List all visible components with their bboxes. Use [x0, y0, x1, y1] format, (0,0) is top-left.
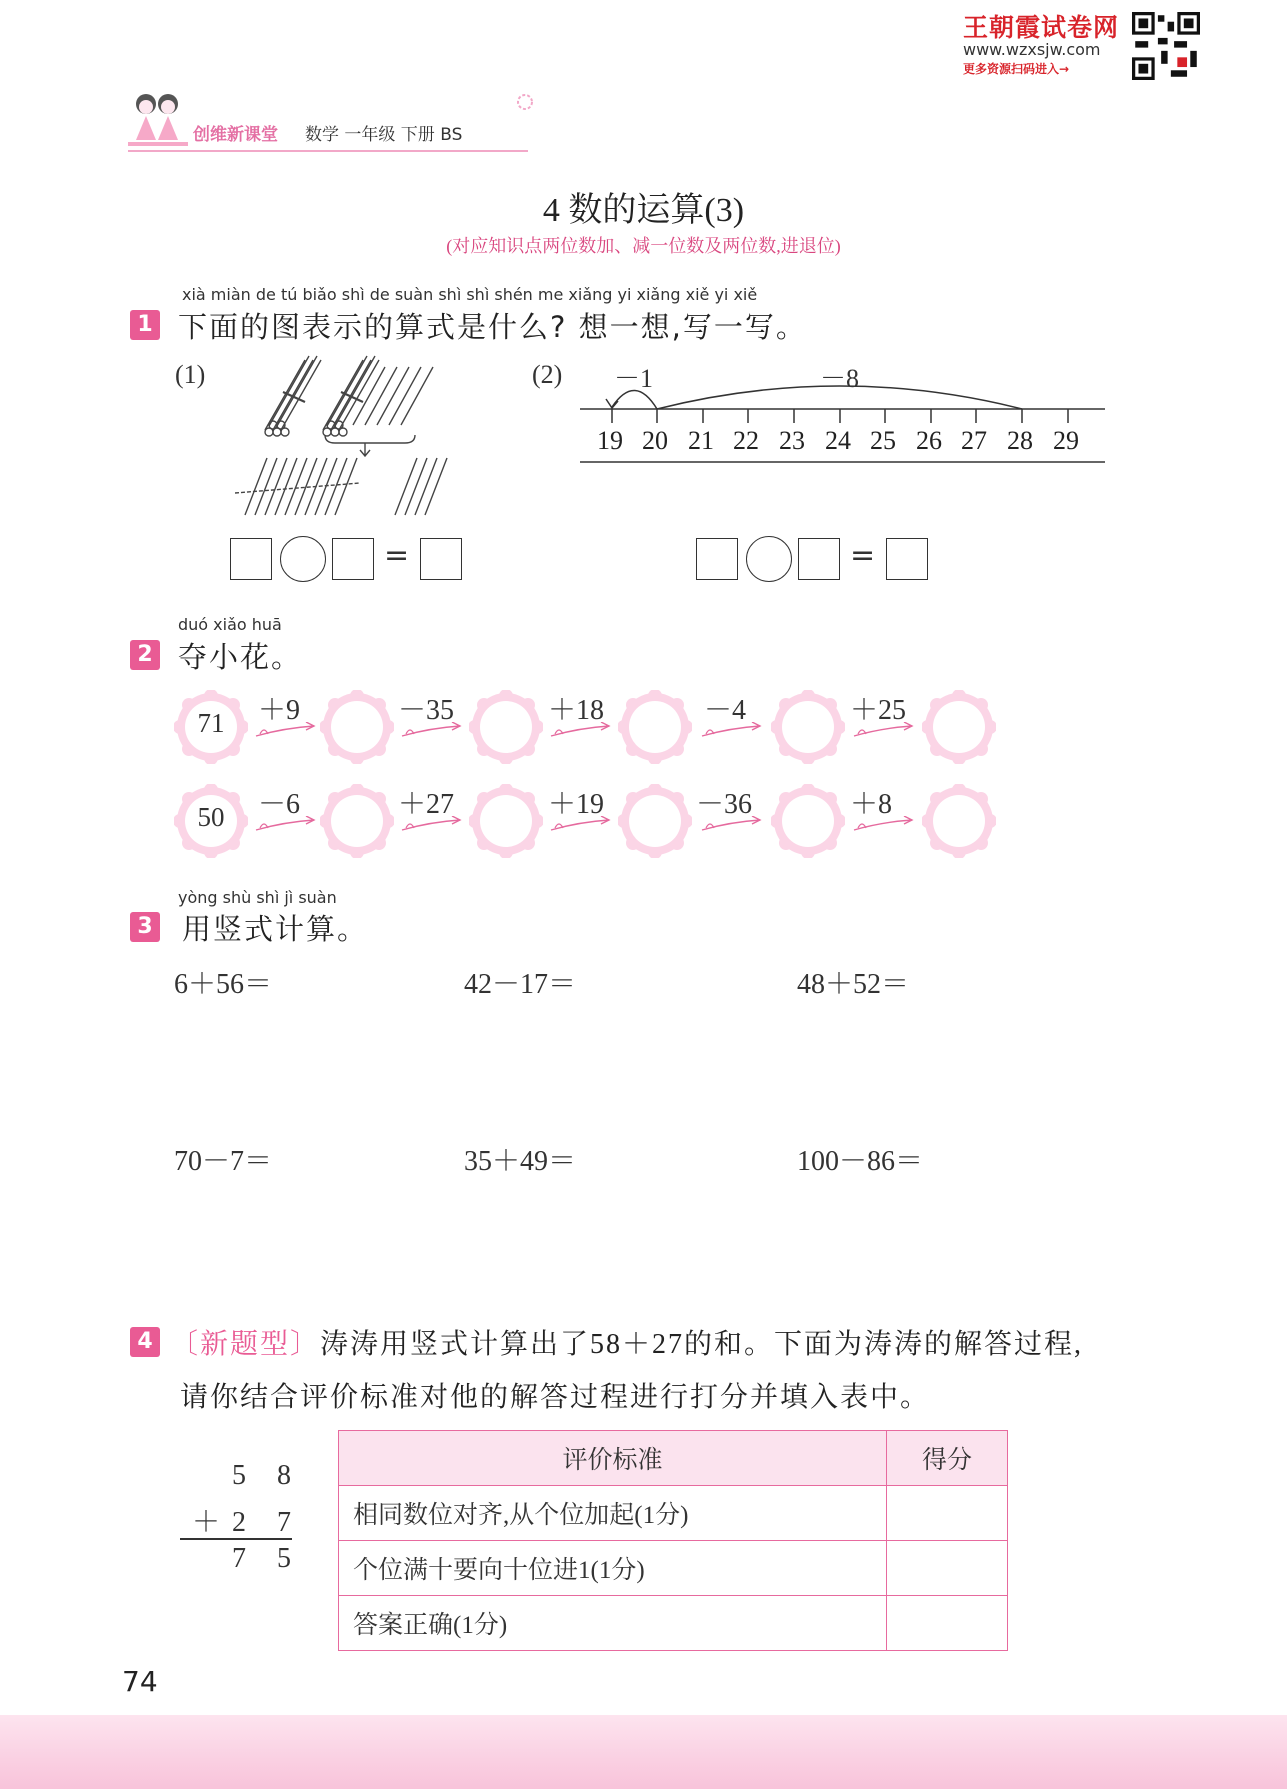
arrow-icon [852, 722, 916, 740]
score-cell[interactable] [887, 1486, 1008, 1541]
calc-problem: 42－17＝ [464, 969, 577, 1000]
series-name: 创维新课堂 [193, 125, 278, 145]
arrow-icon [400, 722, 464, 740]
score-cell[interactable] [887, 1541, 1008, 1596]
kids-logo-icon [128, 90, 188, 152]
calc-problem: 48＋52＝ [797, 969, 910, 1000]
tick-label: 20 [642, 426, 668, 455]
flower-operation: ＋18 [548, 695, 605, 726]
book-info: 数学 一年级 下册 BS [305, 125, 463, 145]
calc-problem: 100－86＝ [797, 1146, 924, 1177]
arrow-icon [254, 722, 318, 740]
q3-pinyin: yòng shù shì jì suàn [178, 888, 337, 907]
flower-blank[interactable] [320, 784, 394, 858]
tick-label: 23 [779, 426, 805, 455]
answer-box[interactable] [798, 538, 840, 580]
arrow-icon [254, 816, 318, 834]
page-subtitle: (对应知识点两位数加、减一位数及两位数,进退位) [446, 236, 841, 256]
calc-problem: 6＋56＝ [174, 969, 273, 1000]
answer-box[interactable] [230, 538, 272, 580]
qr-code-icon [1132, 12, 1200, 80]
tick-label: 24 [825, 426, 851, 455]
flower-operation: －4 [704, 695, 747, 726]
equals-sign: = [850, 538, 876, 573]
flower-blank[interactable] [618, 784, 692, 858]
calc-problem: 70－7＝ [174, 1146, 273, 1177]
flower-operation: －35 [398, 695, 455, 726]
flower-start-number: 71 [197, 708, 225, 738]
header-score: 得分 [887, 1431, 1008, 1486]
flower-operation: ＋27 [398, 789, 455, 820]
flower-blank[interactable] [771, 784, 845, 858]
criteria-cell: 相同数位对齐,从个位加起(1分) [339, 1486, 887, 1541]
q1-pinyin: xià miàn de tú biǎo shì de suàn shì shì shén me xiǎng yi xiǎng xiě yi xiě [182, 285, 758, 304]
flower-blank[interactable] [922, 784, 996, 858]
q4-line1 [170, 1322, 1083, 1362]
table-row [339, 1596, 1008, 1651]
table-row [339, 1541, 1008, 1596]
tick-label: 19 [597, 426, 623, 455]
arrow-icon [700, 722, 764, 740]
criteria-cell: 个位满十要向十位进1(1分) [339, 1541, 887, 1596]
answer-box[interactable] [696, 538, 738, 580]
answer-box[interactable] [332, 538, 374, 580]
q1-part2-label: (2) [532, 360, 563, 389]
arrow-icon [700, 816, 764, 834]
tick-label: 26 [916, 426, 942, 455]
answer-box[interactable] [420, 538, 462, 580]
new-type-tag: 〔新题型〕 [170, 1329, 321, 1360]
arrow-icon [549, 816, 613, 834]
vertical-top: 5 8 [232, 1460, 303, 1491]
q3-number: 3 [130, 912, 160, 942]
number-line-ticks [580, 426, 1105, 456]
q1-part1-label: (1) [175, 360, 206, 389]
table-header-row [339, 1431, 1008, 1486]
flower-operation: －36 [696, 789, 753, 820]
tick-label: 29 [1053, 426, 1079, 455]
flower-decoration-icon [515, 92, 535, 112]
flower-operation: ＋19 [548, 789, 605, 820]
tick-label: 25 [870, 426, 896, 455]
flower-start-number: 50 [197, 802, 225, 832]
header-divider [128, 150, 528, 152]
q1-number: 1 [130, 310, 160, 340]
page-title: 4 数的运算(3) [542, 192, 745, 229]
brand-subtext: 更多资源扫码进入→ [963, 62, 1070, 76]
jump-small-label: －1 [614, 364, 654, 393]
flower-operation: ＋25 [850, 695, 907, 726]
arrow-icon [549, 722, 613, 740]
arrow-icon [400, 816, 464, 834]
tick-label: 27 [961, 426, 987, 455]
flower-blank[interactable] [469, 690, 543, 764]
score-cell[interactable] [887, 1596, 1008, 1651]
q3-text: 用竖式计算。 [182, 912, 369, 946]
calc-problem: 35＋49＝ [464, 1146, 577, 1177]
page-number: 74 [122, 1665, 158, 1698]
q2-pinyin: duó xiǎo huā [178, 615, 282, 634]
operator-circle[interactable] [280, 536, 326, 582]
sticks-illustration [235, 355, 465, 520]
tick-label: 21 [688, 426, 714, 455]
q1-text: 下面的图表示的算式是什么? 想一想,写一写。 [178, 310, 807, 344]
answer-box[interactable] [886, 538, 928, 580]
tick-label: 28 [1007, 426, 1033, 455]
header-criteria: 评价标准 [339, 1431, 887, 1486]
flower-blank[interactable] [922, 690, 996, 764]
score-table [338, 1430, 1008, 1651]
tick-label: 22 [733, 426, 759, 455]
flower-operation: ＋9 [258, 695, 301, 726]
vertical-middle: ＋2 7 [192, 1507, 304, 1538]
q2-number: 2 [130, 640, 160, 670]
operator-circle[interactable] [746, 536, 792, 582]
q4-number: 4 [130, 1327, 160, 1357]
footer-band [0, 1715, 1287, 1789]
flower-operation: ＋8 [850, 789, 893, 820]
q4-line2: 请你结合评价标准对他的解答过程进行打分并填入表中。 [180, 1382, 931, 1413]
q4-line1-text: 涛涛用竖式计算出了58＋27的和。下面为涛涛的解答过程, [320, 1329, 1084, 1360]
table-row [339, 1486, 1008, 1541]
brand-url: www.wzxsjw.com [963, 40, 1101, 59]
vertical-rule [180, 1538, 292, 1540]
brand-name: 王朝霞试卷网 [963, 13, 1120, 42]
arrow-icon [852, 816, 916, 834]
flower-blank[interactable] [469, 784, 543, 858]
flower-blank[interactable] [618, 690, 692, 764]
vertical-result: 7 5 [232, 1543, 303, 1574]
criteria-cell: 答案正确(1分) [339, 1596, 887, 1651]
q2-text: 夺小花。 [178, 640, 303, 674]
flower-blank[interactable] [771, 690, 845, 764]
flower-operation: －6 [258, 789, 301, 820]
flower-blank[interactable] [320, 690, 394, 764]
jump-big-label: －8 [820, 364, 860, 393]
equals-sign: = [384, 538, 410, 573]
